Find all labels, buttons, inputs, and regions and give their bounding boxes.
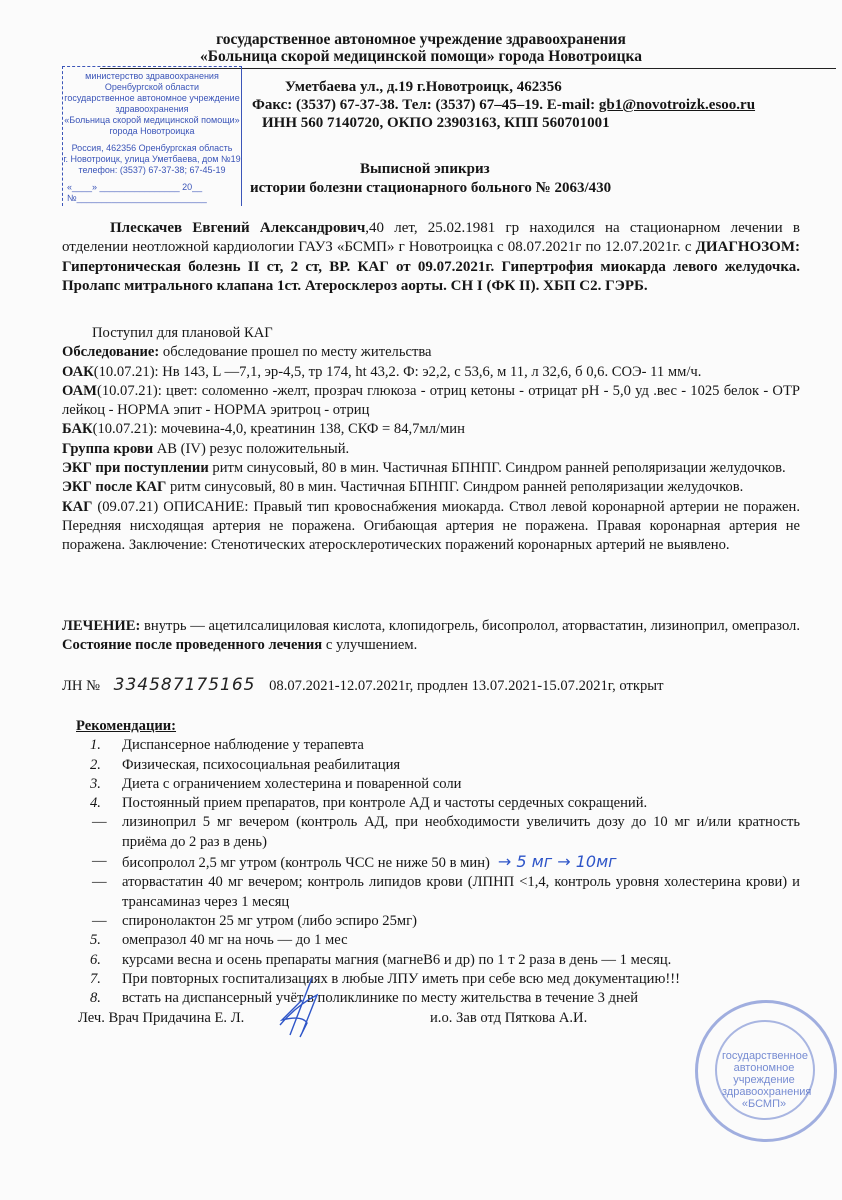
- stamp-line: Россия, 462356 Оренбургская область: [71, 143, 233, 153]
- recommendation-item: [62, 989, 800, 1008]
- item-text: Диета с ограничением холестерина и поваренной соли: [122, 775, 462, 792]
- org-name-line2: «Больница скорой медицинской помощи» города Новотроицка: [200, 48, 642, 65]
- stamp-line: г. Новотроицк, улица Уметбаева, дом №19: [63, 154, 241, 164]
- item-marker: 8.: [90, 990, 101, 1007]
- recommendations-title: Рекомендации:: [76, 718, 177, 734]
- recommendation-item: [62, 813, 800, 852]
- handwritten-dose-note: → 5 мг → 10мг: [497, 852, 617, 872]
- condition-text: с улучшением.: [322, 637, 418, 654]
- sick-leave: [62, 676, 800, 696]
- oak: [62, 363, 800, 382]
- recommendation-item: [62, 794, 800, 813]
- oam-text: (10.07.21): цвет: соломенно -желт, прозрач глюкоза - отриц кетоны - отрицат pH - 5,0 уд .вес - 1025 белок - ОТР лейкоц - НОРМА эпит - НОРМА эритроц - отриц: [62, 382, 800, 419]
- stamp-line: министерство здравоохранения: [85, 71, 219, 81]
- item-text: спиронолактон 25 мг утром (либо эспиро 25мг): [122, 912, 417, 929]
- ekg-after-kag: [62, 478, 800, 497]
- item-marker: —: [92, 853, 107, 870]
- recommendation-item: [62, 775, 800, 794]
- stamp-line: «Больница скорой медицинской помощи»: [64, 115, 240, 125]
- bak: [62, 420, 800, 439]
- item-marker: 5.: [90, 932, 101, 949]
- handwritten-signature: [272, 975, 332, 1040]
- address: Уметбаева ул., д.19 г.Новотроицк, 462356: [285, 79, 562, 95]
- company-ids: ИНН 560 7140720, ОКПО 23903163, КПП 560701001: [262, 115, 610, 131]
- diagnosis: Гипертоническая болезнь II ст, 2 ст, ВР. КАГ от 09.07.2021г. Гипертрофия миокарда левого желудочка. Пролапс митрального клапана 1ст. Атеросклероз аорты. СН I (ФК II). ХБП С2. ГЭРБ.: [62, 258, 800, 294]
- item-text: аторвастатин 40 мг вечером; контроль липидов крови (ЛПНП <1,4, контроль уровня холестерина крови) и трансаминаз через 1 месяц: [122, 874, 800, 910]
- item-text: Физическая, психосоциальная реабилитация: [122, 756, 401, 773]
- kag-label: КАГ: [62, 498, 93, 515]
- doctor-signature-line: Леч. Врач Придачина Е. Л.: [78, 1010, 245, 1026]
- patient-paragraph: [62, 219, 800, 296]
- blood-label: Группа крови: [62, 440, 154, 457]
- oam-label: ОАМ: [62, 382, 97, 399]
- stamp-line: «____» ________________ 20__: [67, 182, 203, 192]
- item-text: Постоянный прием препаратов, при контроле АД и частоты сердечных сокращений.: [122, 795, 648, 812]
- recommendations: [62, 717, 800, 1008]
- item-text: бисопролол 2,5 мг утром (контроль ЧСС не ниже 50 в мин): [122, 855, 490, 872]
- exam-text: обследование прошел по месту жительства: [159, 344, 432, 361]
- diagnosis-label: ДИАГНОЗОМ:: [695, 239, 800, 256]
- blood-group: [62, 440, 800, 459]
- recommendation-item: [62, 756, 800, 775]
- sick-leave-number: 334587175165: [113, 675, 256, 695]
- kag-text: (09.07.21) ОПИСАНИЕ: Правый тип кровоснабжения миокарда. Ствол левой коронарной артерии не поражен. Передняя нисходящая артерия не поражена. Огибающая артерия не поражена. Правая коронарная артерия не поражена. Заключение: Стенотических атеросклеротических поражений коронарных артерий не выявлено.: [62, 498, 800, 554]
- recommendation-item: [62, 931, 800, 950]
- item-text: Диспансерное наблюдение у терапевта: [122, 737, 364, 754]
- bak-text: (10.07.21): мочевина-4,0, креатинин 138, СКФ = 84,7мл/мин: [92, 421, 465, 438]
- item-text: омепразол 40 мг на ночь — до 1 мес: [122, 932, 348, 949]
- rectangular-stamp: [62, 66, 242, 206]
- oak-label: ОАК: [62, 363, 94, 380]
- patient-name: Плескачев Евгений Александрович: [110, 220, 366, 236]
- exam-label: Обследование:: [62, 344, 160, 361]
- item-marker: 1.: [90, 737, 101, 754]
- item-text: курсами весна и осень препараты магния (магнеВ6 и др) по 1 т 2 раза в день — 1 месяц.: [122, 951, 672, 968]
- document-title: Выписной эпикриз: [360, 161, 490, 177]
- recommendation-item: [62, 736, 800, 755]
- item-marker: 7.: [90, 970, 101, 987]
- item-text: встать на диспансерный учёт в поликлинике по месту жительства в течение 3 дней: [122, 990, 639, 1007]
- stamp-line: города Новотроицка: [109, 126, 195, 136]
- recommendations-list: [62, 736, 800, 1008]
- item-marker: —: [92, 912, 107, 929]
- oam: [62, 382, 800, 421]
- contacts-text: Факс: (3537) 67-37-38. Тел: (3537) 67–45–19. E-mail:: [252, 97, 599, 113]
- stamp-line: №__________________________: [67, 193, 207, 203]
- recommendation-item: [62, 873, 800, 912]
- contacts: [252, 96, 755, 114]
- sick-leave-dates: 08.07.2021-12.07.2021г, продлен 13.07.2021-15.07.2021г, открыт: [269, 678, 664, 694]
- stamp-line: телефон: (3537) 67-37-38; 67-45-19: [78, 165, 226, 175]
- sick-leave-label: ЛН №: [62, 678, 101, 694]
- bak-label: БАК: [62, 421, 93, 438]
- condition-label: Состояние после проведенного лечения: [62, 637, 323, 654]
- treatment: [62, 617, 800, 656]
- item-marker: 2.: [90, 756, 101, 773]
- email-link[interactable]: gb1@novotroizk.esoo.ru: [598, 97, 756, 113]
- recommendation-item: [62, 951, 800, 970]
- ekg2-text: ритм синусовый, 80 в мин. Частичная БПНПГ. Синдром ранней реполяризации желудочков.: [166, 479, 744, 496]
- round-stamp-text: государственное автономное учреждение здравоохранения «БСМП»: [722, 1050, 812, 1110]
- recommendation-item: [62, 852, 800, 873]
- item-marker: 3.: [90, 775, 101, 792]
- item-marker: —: [92, 814, 107, 831]
- exam: [62, 343, 800, 362]
- stamp-line: государственное автономное учреждение: [64, 93, 240, 103]
- blood-text: АВ (IV) резус положительный.: [153, 440, 350, 457]
- item-marker: 6.: [90, 951, 101, 968]
- ekg1-text: ритм синусовый, 80 в мин. Частичная БПНПГ. Синдром ранней реполяризации желудочков.: [208, 460, 786, 477]
- item-text: лизиноприл 5 мг вечером (контроль АД, при необходимости увеличить дозу до 10 мг и/или кратность приёма до 2 раз в день): [122, 814, 800, 850]
- item-text: При повторных госпитализациях в любые ЛПУ иметь при себе всю мед документацию!!!: [122, 970, 680, 987]
- item-marker: —: [92, 874, 107, 891]
- treatment-text: внутрь — ацетилсалициловая кислота, клопидогрель, бисопролол, аторвастатин, лизиноприл, омепразол.: [140, 618, 800, 634]
- findings: [62, 324, 800, 556]
- stamp-line: Оренбургской области: [104, 82, 200, 92]
- document-subtitle: истории болезни стационарного больного № 2063/430: [250, 180, 612, 196]
- ekg1-label: ЭКГ при поступлении: [62, 460, 209, 477]
- kag: [62, 498, 800, 556]
- stamp-line: здравоохранения: [115, 104, 189, 114]
- item-marker: 4.: [90, 795, 101, 812]
- oak-text: (10.07.21): Нв 143, L —7,1, эр-4,5, тр 174, ht 43,2. Ф: э2,2, с 53,6, м 11, л 32,6, б 0,6. СОЭ- 11 мм/ч.: [93, 363, 702, 380]
- treatment-label: ЛЕЧЕНИЕ:: [62, 618, 141, 634]
- ekg2-label: ЭКГ после КАГ: [62, 479, 167, 496]
- admitted: Поступил для плановой КАГ: [92, 325, 273, 341]
- recommendation-item: [62, 970, 800, 989]
- patient-intro: ,40 лет, 25.02.1981 гр находился на стационарном лечении в отделении неотложной кардиологии ГАУЗ «БСМП» г Новотроицка с 08.07.2021г по 12.07.2021г. с: [62, 220, 800, 256]
- ekg-admission: [62, 459, 800, 478]
- head-signature-line: и.о. Зав отд Пяткова А.И.: [430, 1010, 588, 1026]
- org-name-line1: государственное автономное учреждение здравоохранения: [216, 31, 626, 48]
- recommendation-item: [62, 912, 800, 931]
